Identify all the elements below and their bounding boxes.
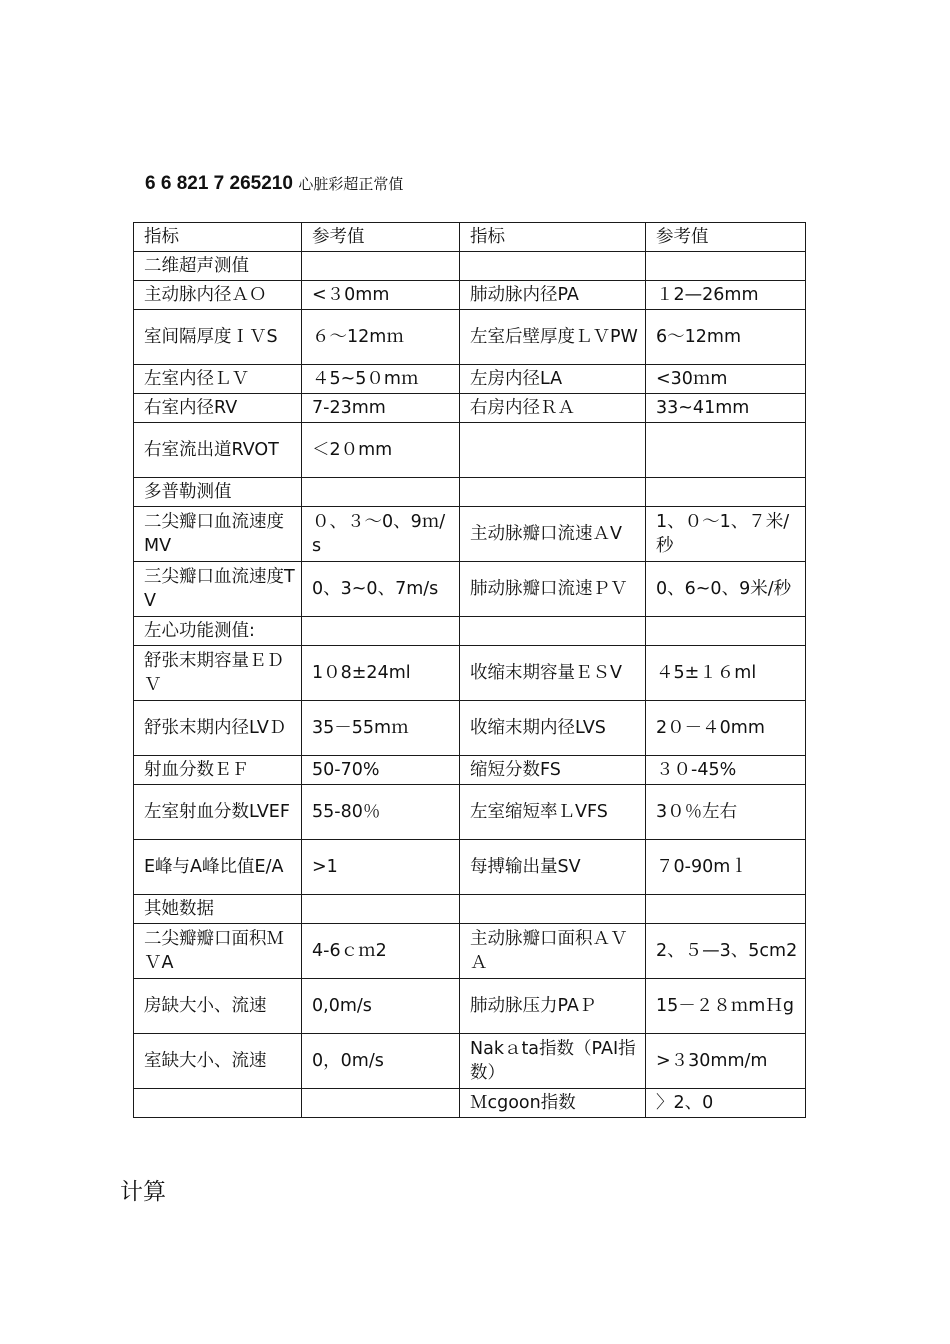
- table-row: [134, 423, 806, 478]
- table-cell: E峰与A峰比值E/A: [134, 840, 302, 895]
- table-cell: [302, 478, 460, 507]
- table-row: [134, 617, 806, 646]
- table-cell: 缩短分数FS: [460, 756, 646, 785]
- table-cell: ６～12mｍ: [302, 310, 460, 365]
- table-cell: 主动脉瓣口流速ＡV: [460, 507, 646, 562]
- table-cell: 主动脉瓣口面积ＡＶＡ: [460, 924, 646, 979]
- table-row: [134, 507, 806, 562]
- table-cell: 55-80％: [302, 785, 460, 840]
- table-cell: 多普勒测值: [134, 478, 302, 507]
- document-title: [145, 171, 403, 197]
- header-cell-reference-1: 参考值: [302, 223, 460, 252]
- table-cell: [460, 895, 646, 924]
- table-cell: 0，0m/s: [302, 1034, 460, 1089]
- table-row: [134, 1034, 806, 1089]
- table-cell: [134, 1089, 302, 1118]
- table-cell: >３30mm/m: [646, 1034, 806, 1089]
- table-cell: 15－２８ｍmＨg: [646, 979, 806, 1034]
- table-cell: [646, 895, 806, 924]
- table-cell: [460, 478, 646, 507]
- table-cell: 左室内径ＬＶ: [134, 365, 302, 394]
- table-cell: 舒张末期容量ＥＤＶ: [134, 646, 302, 701]
- table-cell: 1、０～1、７米/秒: [646, 507, 806, 562]
- table-cell: 二维超声测值: [134, 252, 302, 281]
- table-cell: 0、3~0、7m/s: [302, 562, 460, 617]
- table-cell: ４5±１６ml: [646, 646, 806, 701]
- table-cell: [460, 252, 646, 281]
- table-cell: 收缩末期容量ＥＳV: [460, 646, 646, 701]
- table-cell: 左室射血分数LVEF: [134, 785, 302, 840]
- table-cell: 1０8±24ml: [302, 646, 460, 701]
- table-cell: ０、３～0、9ｍ/s: [302, 507, 460, 562]
- table-row: [134, 646, 806, 701]
- table-cell: ７0-90mｌ: [646, 840, 806, 895]
- table-row: [134, 979, 806, 1034]
- title-text: 心脏彩超正常值: [298, 175, 404, 193]
- table-cell: 肺动脉瓣口流速ＰＶ: [460, 562, 646, 617]
- table-cell: 二尖瓣瓣口面积ＭＶA: [134, 924, 302, 979]
- table-cell: [302, 252, 460, 281]
- table-row: [134, 394, 806, 423]
- reference-values-table: [133, 222, 806, 1118]
- table-row: [134, 281, 806, 310]
- table-row: [134, 562, 806, 617]
- table-cell: [646, 478, 806, 507]
- table-cell: 三尖瓣口血流速度TV: [134, 562, 302, 617]
- table-row: [134, 785, 806, 840]
- table-cell: １2—26mm: [646, 281, 806, 310]
- table-cell: <30ｍm: [646, 365, 806, 394]
- table-row: [134, 895, 806, 924]
- table-cell: 2、５—3、5cm2: [646, 924, 806, 979]
- table-cell: 右房内径ＲＡ: [460, 394, 646, 423]
- table-cell: 33~41mm: [646, 394, 806, 423]
- table-cell: 7-23mm: [302, 394, 460, 423]
- table-cell: 左房内径LA: [460, 365, 646, 394]
- table-cell: [302, 895, 460, 924]
- table-header-row: [134, 223, 806, 252]
- table-cell: 0、6~0、9米/秒: [646, 562, 806, 617]
- table-cell: 35－55mｍ: [302, 701, 460, 756]
- header-cell-reference-2: 参考值: [646, 223, 806, 252]
- table-cell: [646, 423, 806, 478]
- table-cell: 4-6ｃｍ2: [302, 924, 460, 979]
- table-cell: 二尖瓣口血流速度MV: [134, 507, 302, 562]
- table-row: [134, 1089, 806, 1118]
- table-cell: <３0mm: [302, 281, 460, 310]
- table-row: [134, 365, 806, 394]
- table-cell: >1: [302, 840, 460, 895]
- table-cell: 右室流出道RVOT: [134, 423, 302, 478]
- table-cell: [646, 617, 806, 646]
- table-cell: 左心功能测值:: [134, 617, 302, 646]
- table-row: [134, 310, 806, 365]
- table-row: [134, 252, 806, 281]
- table-row: [134, 840, 806, 895]
- table-cell: 房缺大小、流速: [134, 979, 302, 1034]
- title-number: 6 6 821 7 265210: [145, 173, 293, 194]
- header-cell-indicator-1: 指标: [134, 223, 302, 252]
- table-cell: [302, 1089, 460, 1118]
- table-cell: 室缺大小、流速: [134, 1034, 302, 1089]
- table-cell: [460, 423, 646, 478]
- table-cell: 3０％左右: [646, 785, 806, 840]
- table-cell: 左室后壁厚度ＬＶPW: [460, 310, 646, 365]
- table-cell: 主动脉内径ＡＯ: [134, 281, 302, 310]
- table-cell: [460, 617, 646, 646]
- table-cell: ＜2０mm: [302, 423, 460, 478]
- header-cell-indicator-2: 指标: [460, 223, 646, 252]
- table-cell: 左室缩短率ＬVFS: [460, 785, 646, 840]
- table-row: [134, 924, 806, 979]
- table-cell: [302, 617, 460, 646]
- section-heading: 计算: [120, 1179, 166, 1205]
- table-cell: 6～12mm: [646, 310, 806, 365]
- table-cell: 其她数据: [134, 895, 302, 924]
- table-cell: ４5~5０mｍ: [302, 365, 460, 394]
- table-row: [134, 756, 806, 785]
- table-cell: 2０－４0mm: [646, 701, 806, 756]
- table-cell: [646, 252, 806, 281]
- table-cell: 室间隔厚度ＩＶS: [134, 310, 302, 365]
- table-cell: 〉2、0: [646, 1089, 806, 1118]
- table-cell: Ｍcgoon指数: [460, 1089, 646, 1118]
- table-cell: 射血分数ＥＦ: [134, 756, 302, 785]
- table-cell: ３０-45%: [646, 756, 806, 785]
- table-row: [134, 701, 806, 756]
- table-cell: 右室内径RV: [134, 394, 302, 423]
- table-cell: 肺动脉压力PAＰ: [460, 979, 646, 1034]
- table-row: [134, 478, 806, 507]
- table-cell: 舒张末期内径LVＤ: [134, 701, 302, 756]
- table-cell: 肺动脉内径PA: [460, 281, 646, 310]
- table-cell: 0,0m/s: [302, 979, 460, 1034]
- table-cell: 每搏输出量SV: [460, 840, 646, 895]
- table-cell: 50-70%: [302, 756, 460, 785]
- table-cell: Nakａta指数（PAI指数）: [460, 1034, 646, 1089]
- table-cell: 收缩末期内径LVS: [460, 701, 646, 756]
